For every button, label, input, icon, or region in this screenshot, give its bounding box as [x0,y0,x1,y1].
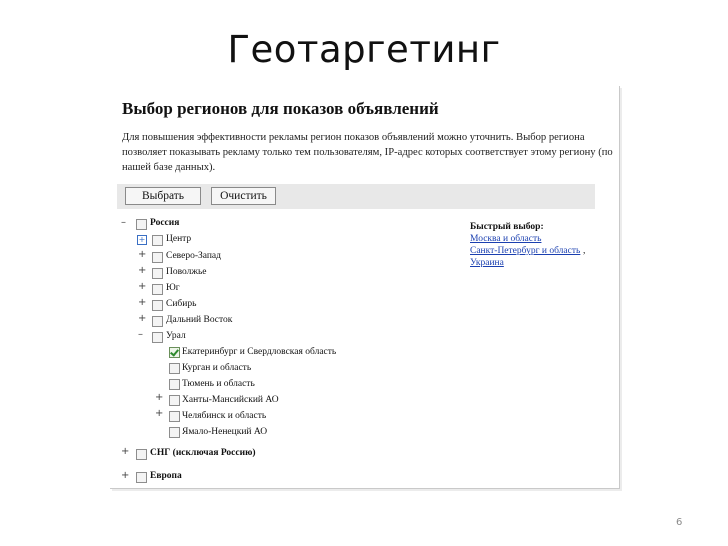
page-number: 6 [676,517,683,528]
expand-icon[interactable]: + [155,392,164,403]
collapse-icon[interactable]: – [138,329,143,340]
quick-select-title: Быстрый выбор: [470,222,544,232]
region-label-chelyabinsk[interactable]: Челябинск и область [182,411,267,421]
region-checkbox-kurgan[interactable] [169,363,180,374]
region-label-ekaterinburg[interactable]: Екатеринбург и Свердловская область [182,347,337,357]
region-checkbox-south[interactable] [152,284,163,295]
quick-link-spb[interactable]: Санкт-Петербург и область [470,246,581,256]
region-label-yamal[interactable]: Ямало-Ненецкий АО [182,427,268,437]
region-checkbox-russia[interactable] [136,219,147,230]
quick-link-ukraine[interactable]: Украина [470,258,504,268]
expand-icon[interactable]: + [138,297,147,308]
region-label-south[interactable]: Юг [166,283,180,293]
region-label-tyumen[interactable]: Тюмень и область [182,379,255,389]
region-label-khanty[interactable]: Ханты-Мансийский АО [182,395,279,405]
expand-icon[interactable]: + [138,249,147,260]
region-checkbox-ural[interactable] [152,332,163,343]
expand-icon[interactable]: + [155,408,164,419]
expand-icon[interactable]: + [138,265,147,276]
region-label-northwest[interactable]: Северо-Запад [166,251,221,261]
region-checkbox-tyumen[interactable] [169,379,180,390]
slide-title: Геотаргетинг [227,28,501,71]
region-checkbox-siberia[interactable] [152,300,163,311]
expand-icon[interactable]: + [138,281,147,292]
region-label-kurgan[interactable]: Курган и область [182,363,252,373]
panel-heading: Выбор регионов для показов объявлений [122,99,439,118]
region-checkbox-chelyabinsk[interactable] [169,411,180,422]
quick-link-moscow[interactable]: Москва и область [470,234,542,244]
region-label-center[interactable]: Центр [166,234,192,244]
collapse-icon[interactable]: – [121,217,126,228]
region-checkbox-northwest[interactable] [152,252,163,263]
region-label-ural[interactable]: Урал [166,331,186,341]
clear-button[interactable]: Очистить [211,187,276,205]
quick-link-separator: , [583,246,586,256]
region-label-far-east[interactable]: Дальний Восток [166,315,233,325]
region-checkbox-ekaterinburg[interactable] [169,347,180,358]
panel-shadow [112,489,622,491]
region-checkbox-khanty[interactable] [169,395,180,406]
region-label-russia[interactable]: Россия [150,218,180,228]
expand-icon[interactable]: + [121,446,130,457]
region-checkbox-yamal[interactable] [169,427,180,438]
region-checkbox-center[interactable] [152,235,163,246]
expand-icon[interactable]: + [138,313,147,324]
panel-description: Для повышения эффективности рекламы регион показов объявлений можно уточнить. Выбор региона позволяет показывать рекламу только тем пользователям, IP-адрес которых соответствует этому региону (по нашей базе данных). [122,132,613,173]
region-label-cis[interactable]: СНГ (исключая Россию) [150,448,256,458]
select-button[interactable]: Выбрать [125,187,201,205]
region-label-siberia[interactable]: Сибирь [166,299,197,309]
expand-icon[interactable]: + [121,470,130,481]
region-checkbox-europe[interactable] [136,472,147,483]
region-checkbox-volga[interactable] [152,268,163,279]
region-checkbox-cis[interactable] [136,449,147,460]
region-checkbox-far-east[interactable] [152,316,163,327]
panel-shadow [620,88,622,490]
expand-icon[interactable]: + [138,235,146,244]
region-label-europe[interactable]: Европа [150,471,182,481]
region-label-volga[interactable]: Поволжье [166,267,207,277]
